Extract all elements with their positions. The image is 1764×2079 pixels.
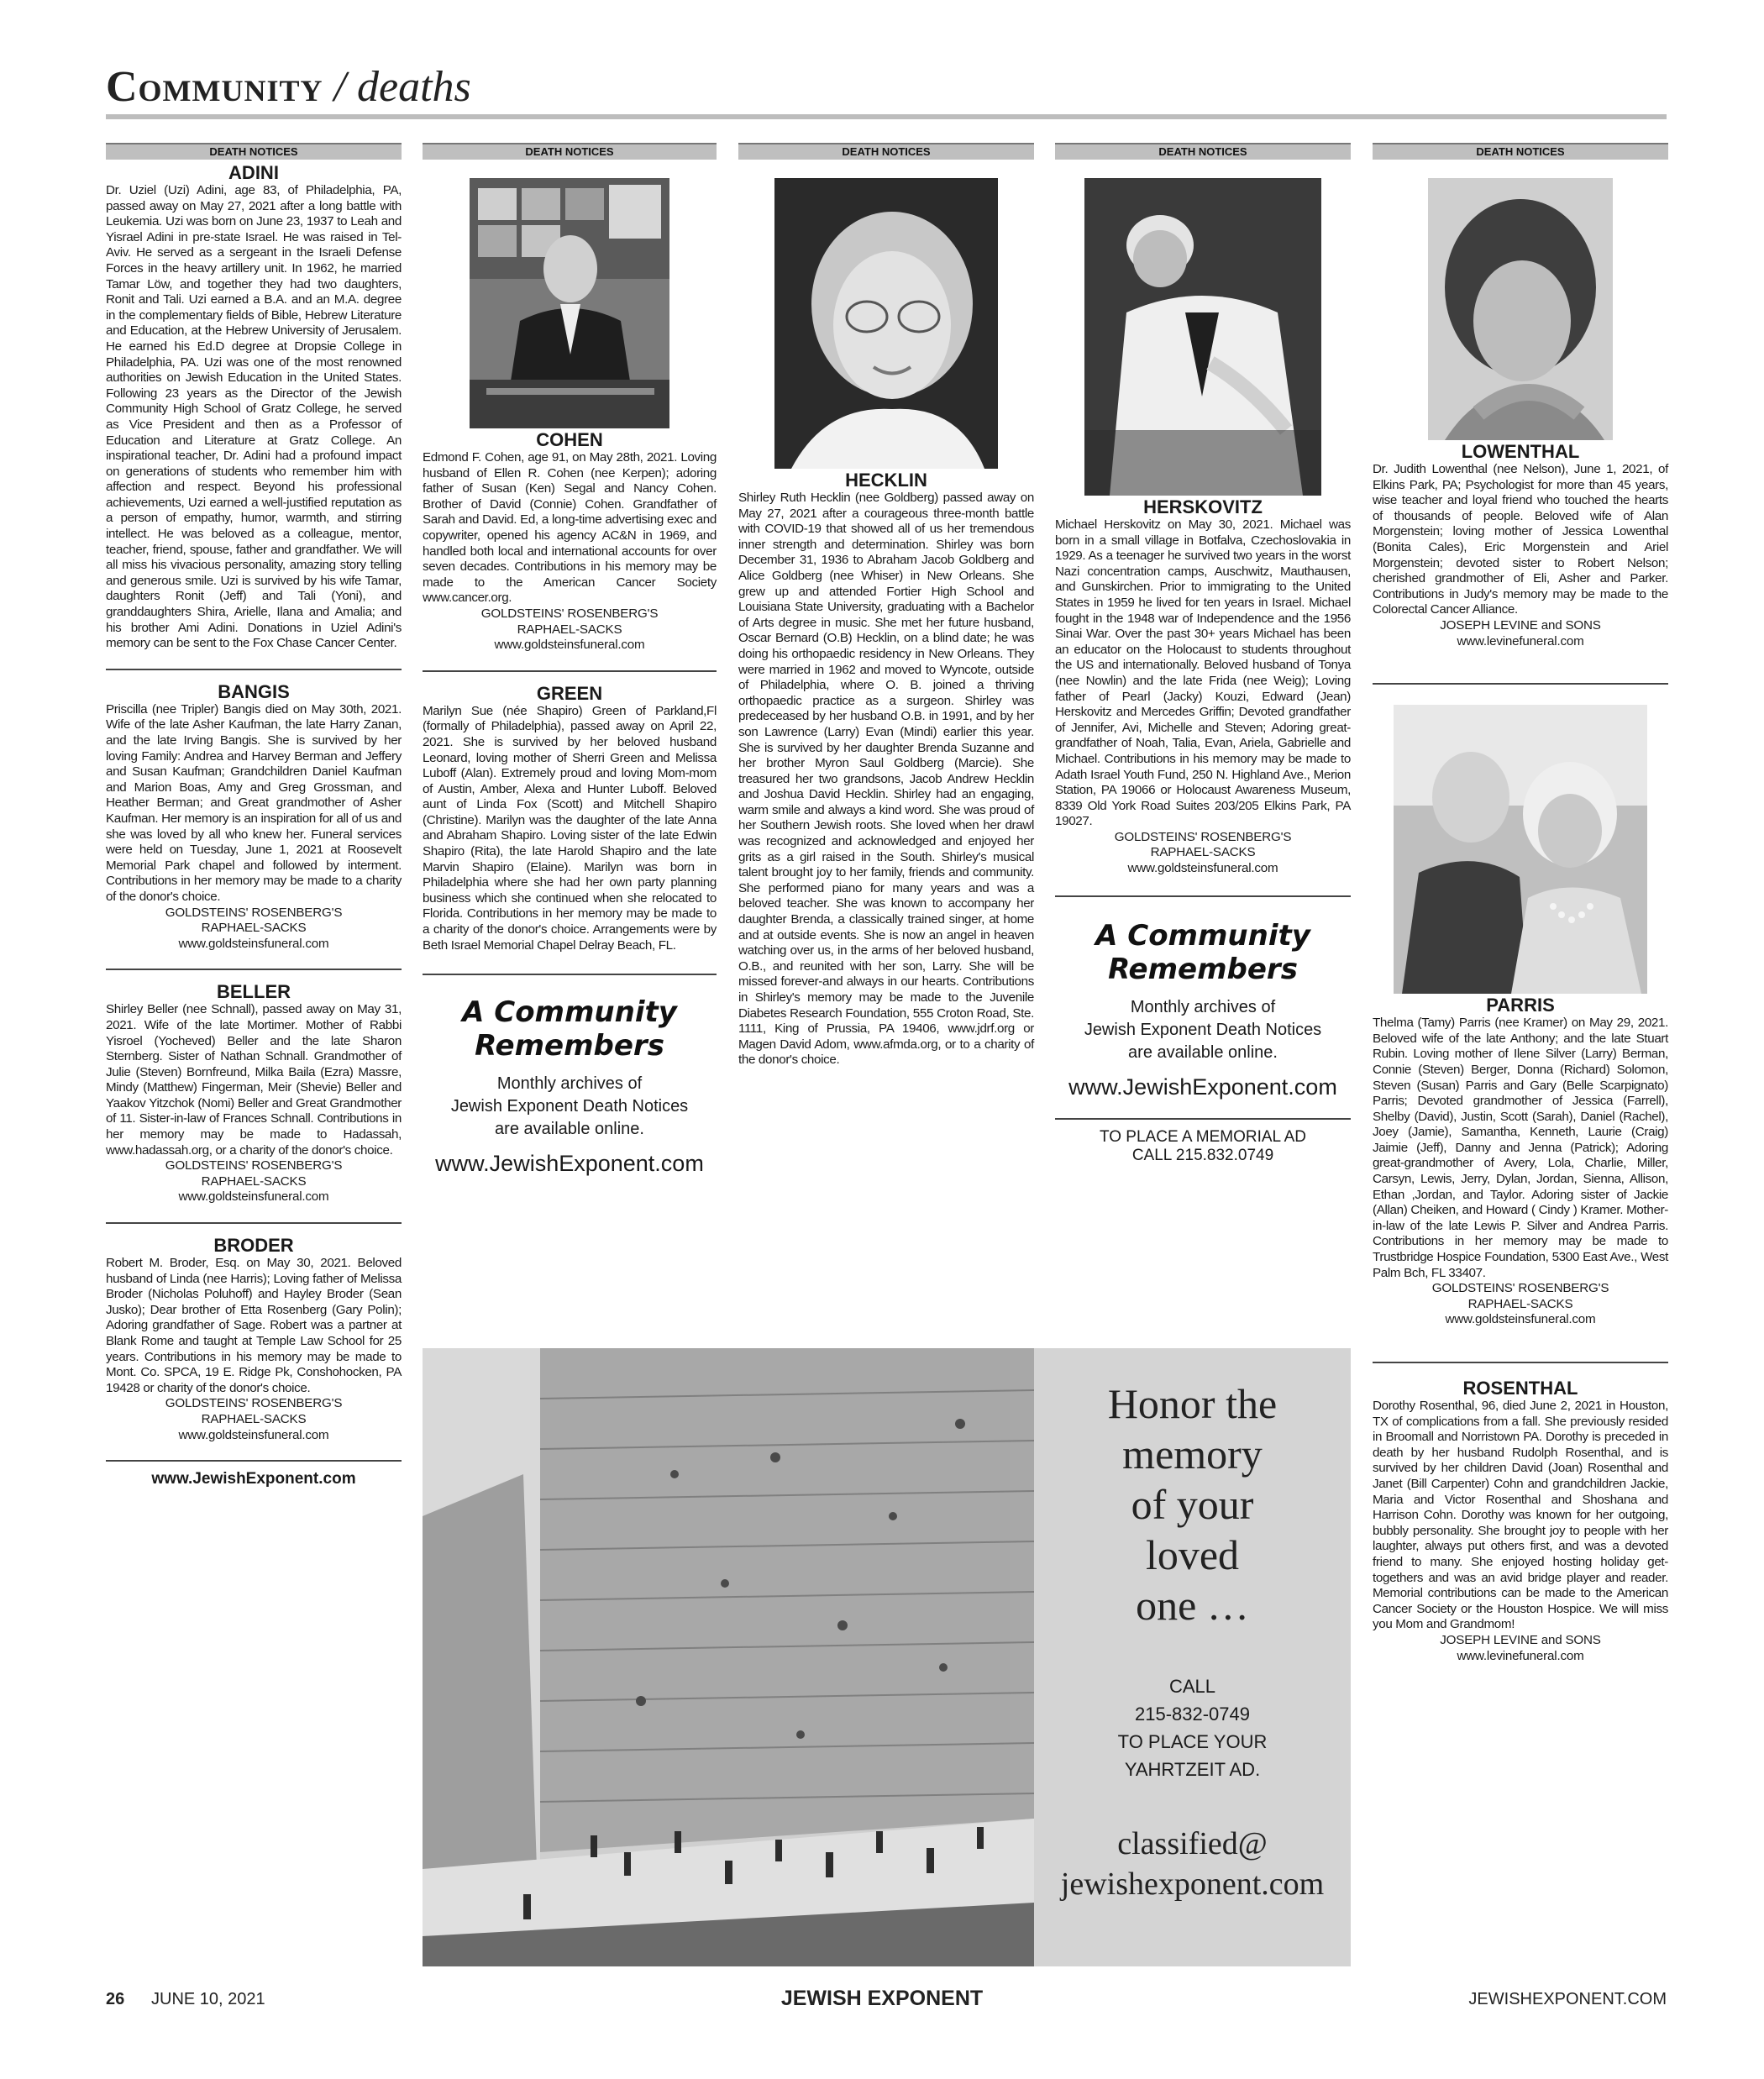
photo-hecklin bbox=[774, 178, 998, 469]
funeral-home-url[interactable]: www.levinefuneral.com bbox=[1457, 1648, 1584, 1663]
ad-text: Monthly archives of bbox=[1130, 997, 1276, 1016]
honor-call: YAHRTZEIT AD. bbox=[1124, 1759, 1261, 1780]
honor-headline: one … bbox=[1136, 1582, 1249, 1629]
notice-body-herskovitz: Michael Herskovitz on May 30, 2021. Michael was born in a small village in Botfalva, Czechoslovakia in 1929. As a teenager he survived two years in the worst Nazi concentration camps, Auschwitz, Mauthausen, and Gunskirchen. Prior to immigrating to the United States in 1959 he lived for ten years in Israel. Michael fought in the 1948 war of Independence and the 1956 Sinai War. Over the past 30+ years Michael has been an educator on the Holocaust to students throughout the US and internationally. Beloved husband of Tonya (nee Nowlin) and the late Frida (nee Weig); Loving father of Pearl (Jacky) Kouzi, Edward (Jean) Herskovitz and Mercedes Griffin; Devoted grandfather of Jennifer, Avi, Michelle and Steven; Adoring great-grandfather of Noah, Talia, Evan, Ariela, Gabrielle and Michael. Contributions in his memory may be made to Adath Israel Youth Fund, 250 N. Highland Ave., Merion Station, PA 19066 or Holocaust Awareness Museum, 8339 Old York Road Suites 203/205 Elkins Park, PA 19027. bbox=[1055, 517, 1351, 829]
site-link[interactable]: www.JewishExponent.com bbox=[151, 1470, 356, 1488]
funeral-home-url[interactable]: www.levinefuneral.com bbox=[1457, 633, 1584, 648]
notice-body-adini: Dr. Uziel (Uzi) Adini, age 83, of Philadelphia, PA, passed away on May 27, 2021 after a long battle with Leukemia. Uzi was born on June 23, 1937 to Leah and Yisrael Adini in pre-state Israel. He was raised in Tel-Aviv. He served as a sergeant in the Israeli Defense Forces in the heavy artillery unit. In 1962, he married Tamar Löw, and together they had two daughters, Ronit and Tali. Uzi earned a B.A. and an M.A. degree in the complementary fields of Bible, Hebrew Literature and Education, at the Hebrew University of Jerusalem. He earned his Ed.D degree at Dropsie College in Philadelphia, PA. Uzi was one of the most renowned authorities on Jewish Education in the United States. Following 23 years as the Director of the Jewish Community High School of Gratz College, he served as Vice President and then as a Professor of Education and Literature at Gratz College. An inspirational teacher, Dr. Adini had a profound impact on generations of students who remember him with affection and respect. Beyond his professional achievements, Uzi earned a well-justified reputation as a person of empathy, humor, warmth, and stirring intellect. He was beloved as a colleague, mentor, teacher, friend, spouse, father and grandfather. We will all miss his vivacious personality, amazing story telling and generous smile. Uzi is survived by his wife Tamar, daughters Ronit (Jeff) and Tali (Yoni), and granddaughters Shira, Arielle, Ilana and Amalia; and his brother Ami Adini. Donations in Uziel Adini's memory can be sent to the Fox Chase Cancer Center. bbox=[106, 183, 402, 651]
section-slash: / bbox=[323, 63, 357, 111]
photo-herskovitz bbox=[1084, 178, 1321, 496]
notice-name-rosenthal: ROSENTHAL bbox=[1462, 1378, 1578, 1399]
funeral-home-url[interactable]: www.goldsteinsfuneral.com bbox=[1445, 1312, 1596, 1327]
funeral-home: GOLDSTEINS' ROSENBERG'S bbox=[165, 1396, 343, 1411]
photo-cohen-icon bbox=[470, 178, 669, 428]
notice-name-hecklin: HECKLIN bbox=[845, 470, 927, 491]
notice-name-lowenthal: LOWENTHAL bbox=[1461, 441, 1580, 462]
section-header bbox=[106, 62, 471, 112]
notice-name-green: GREEN bbox=[536, 682, 603, 704]
community-remembers-ad bbox=[1055, 919, 1351, 1101]
funeral-home: GOLDSTEINS' ROSENBERG'S bbox=[165, 905, 343, 920]
divider bbox=[106, 969, 402, 970]
divider bbox=[106, 1460, 402, 1462]
photo-western-wall-icon bbox=[423, 1348, 1034, 1966]
honor-headline: loved bbox=[1145, 1531, 1240, 1578]
death-notices-bar: DEATH NOTICES bbox=[1373, 143, 1668, 160]
funeral-home: RAPHAEL-SACKS bbox=[1150, 845, 1256, 860]
top-rule bbox=[106, 114, 1667, 119]
funeral-home: GOLDSTEINS' ROSENBERG'S bbox=[480, 606, 659, 621]
page-number: 26 bbox=[106, 1990, 125, 2008]
honor-memory-ad bbox=[1034, 1348, 1351, 1966]
notice-body-lowenthal: Dr. Judith Lowenthal (nee Nelson), June 1, 2021, of Elkins Park, PA; Psychologist for more than 45 years, wise teacher and loyal friend who touched the hearts of thousands of people. Beloved wife of Alan Morgenstein; loving mother of Jessica Lowenthal (Bonita Cales), Eric Morgenstein and Ariel Morgenstein; devoted sister to Robert Nelson; cherished grandmother of Eli, Asher and Parker. Contributions in Judy's memory may be made to the Colorectal Cancer Alliance. bbox=[1373, 462, 1668, 617]
memorial-ad-phone[interactable]: CALL 215.832.0749 bbox=[1131, 1146, 1274, 1164]
column-3 bbox=[738, 143, 1034, 1068]
column-1 bbox=[106, 143, 402, 1488]
photo-western-wall bbox=[423, 1348, 1034, 1966]
funeral-home: GOLDSTEINS' ROSENBERG'S bbox=[165, 1158, 343, 1173]
ad-title: Remembers bbox=[1108, 952, 1298, 986]
ad-title: A Community bbox=[462, 995, 677, 1030]
community-remembers-ad bbox=[423, 995, 717, 1178]
ad-url[interactable]: www.JewishExponent.com bbox=[435, 1151, 704, 1177]
funeral-home-url[interactable]: www.goldsteinsfuneral.com bbox=[178, 936, 329, 951]
photo-lowenthal bbox=[1428, 178, 1613, 440]
memorial-ad-line: TO PLACE A MEMORIAL AD bbox=[1099, 1127, 1307, 1146]
honor-email[interactable]: jewishexponent.com bbox=[1060, 1866, 1325, 1902]
funeral-home: GOLDSTEINS' ROSENBERG'S bbox=[1431, 1281, 1609, 1296]
notice-name-parris: PARRIS bbox=[1486, 995, 1555, 1016]
footer-site[interactable]: JEWISHEXPONENT.COM bbox=[1468, 1990, 1667, 2008]
notice-name-bangis: BANGIS bbox=[218, 680, 290, 702]
notice-body-bangis: Priscilla (nee Tripler) Bangis died on May 30th, 2021. Wife of the late Asher Kaufman, the late Harry Zanan, and the late Irving Bangis. She is survived by her loving Family: Andrea and Harvey Berman and Jeffery and Susan Kaufman; Grandchildren Daniel Kaufman and Marion Boas, Amy and Greg Grossman, and Heather Berman; and Great grandmother of Asher Kaufman. Her memory is an inspiration for all of us and she was loved by all who knew her. Funeral services were held on Tuesday, June 1, 2021 at Roosevelt Memorial Park chapel and followed by interment. Contributions in her memory may be made to a charity of the donor's choice. bbox=[106, 701, 402, 904]
funeral-home-url[interactable]: www.goldsteinsfuneral.com bbox=[1127, 861, 1278, 876]
death-notices-bar: DEATH NOTICES bbox=[1055, 143, 1351, 160]
honor-headline: Honor the bbox=[1107, 1380, 1278, 1427]
notice-name-broder: BRODER bbox=[213, 1235, 294, 1257]
photo-cohen bbox=[470, 178, 669, 428]
divider bbox=[1055, 1118, 1351, 1120]
divider bbox=[1373, 683, 1668, 685]
notice-name-adini: ADINI bbox=[228, 162, 279, 183]
ad-text: Jewish Exponent Death Notices bbox=[450, 1097, 689, 1116]
funeral-home: GOLDSTEINS' ROSENBERG'S bbox=[1114, 829, 1292, 844]
ad-text: Monthly archives of bbox=[496, 1074, 643, 1094]
funeral-home-url[interactable]: www.goldsteinsfuneral.com bbox=[494, 638, 645, 653]
death-notices-bar: DEATH NOTICES bbox=[738, 143, 1034, 160]
photo-hecklin-icon bbox=[774, 178, 998, 469]
divider bbox=[106, 669, 402, 670]
notice-body-broder: Robert M. Broder, Esq. on May 30, 2021. Beloved husband of Linda (nee Harris); Loving father of Melissa Broder (Nicholas Poluhoff) and Hayley Broder (Sean Jusko); Dear brother of Etta Rosenberg (Gary Polin); Adoring grandfather of Sage. Robert was a partner at Blank Rome and taught at Temple Law School for 25 years. Contributions in his memory may be made to Mont. Co. SPCA, 19 E. Ridge Pk, Conshohocken, PA 19428 or charity of the donor's choice. bbox=[106, 1256, 402, 1395]
ad-url[interactable]: www.JewishExponent.com bbox=[1068, 1074, 1337, 1100]
honor-email[interactable]: classified@ bbox=[1117, 1826, 1268, 1861]
honor-headline: memory bbox=[1122, 1431, 1263, 1478]
death-notices-bar: DEATH NOTICES bbox=[106, 143, 402, 160]
divider bbox=[1055, 895, 1351, 897]
honor-call: CALL bbox=[1168, 1676, 1216, 1697]
notice-name-herskovitz: HERSKOVITZ bbox=[1143, 496, 1263, 517]
divider bbox=[423, 974, 717, 975]
section-subtitle: deaths bbox=[356, 63, 471, 111]
funeral-home: RAPHAEL-SACKS bbox=[201, 921, 307, 936]
column-5 bbox=[1373, 143, 1668, 1664]
notice-body-cohen: Edmond F. Cohen, age 91, on May 28th, 2021. Loving husband of Ellen R. Cohen (nee Kerpen); adoring father of Susan (Ken) Segal and Nancy Cohen. Brother of David (Connie) Cohen. Grandfather of Sarah and David. Ed, a long-time advertising exec and copywriter, opened his agency AC&N in 1969, and handled both local and international accounts for over seven decades. Contributions in his memory may be made to the American Cancer Society www.cancer.org. bbox=[423, 450, 717, 606]
funeral-home: JOSEPH LEVINE and SONS bbox=[1440, 1632, 1601, 1647]
funeral-home: JOSEPH LEVINE and SONS bbox=[1440, 617, 1601, 633]
divider bbox=[423, 670, 717, 672]
funeral-home-url[interactable]: www.goldsteinsfuneral.com bbox=[178, 1189, 329, 1205]
funeral-home: RAPHAEL-SACKS bbox=[1467, 1296, 1573, 1311]
honor-headline: of your bbox=[1131, 1481, 1254, 1528]
notice-body-parris: Thelma (Tamy) Parris (nee Kramer) on May 29, 2021. Beloved wife of the late Anthony; and the late Stuart Rubin. Loving mother of Ilene Silver (Larry) Berman, Connie (Steven) Berger, Donna (Richard) Solomon, Steven (Susan) Parris and Gary (Belle Scarpignato) Parris; Devoted grandmother of Jessica (Farrell), Shelby (David), Justin, Scott (Sarah), Daniel (Rachel), Joey (Jamie), Samantha, Kenneth, Laurie (Craig) Jaimie (Jeff), Danny and Jenna (Patrick); Adoring great-grandmother of Avery, Lola, Charlie, Miller, Carsyn, Lewis, Jerry, Dylan, Jordan, Sienna, Allison, Ethan ,Jordan, and Taylor. Adoring sister of Jackie (Allan) Cheiken, and Howard ( Cindy ) Kramer. Mother-in-law of the late Lewis P. Silver and Andrea Parris. Contributions in her memory may be made to Trustbridge Hospice Foundation, 5300 East Ave., West Palm Bch, FL 33407. bbox=[1373, 1016, 1668, 1280]
funeral-home: RAPHAEL-SACKS bbox=[201, 1411, 307, 1426]
publication-name: JEWISH EXPONENT bbox=[780, 1987, 984, 2010]
column-4 bbox=[1055, 143, 1351, 1165]
ad-text: are available online. bbox=[1128, 1042, 1278, 1062]
funeral-home: RAPHAEL-SACKS bbox=[201, 1173, 307, 1189]
funeral-home-url[interactable]: www.goldsteinsfuneral.com bbox=[178, 1427, 329, 1442]
column-2 bbox=[423, 143, 717, 1178]
notice-body-beller: Shirley Beller (nee Schnall), passed away on May 31, 2021. Wife of the late Mortimer. Mother of Rabbi Yisroel (Yocheved) Beller and the late Sharon Sternberg. Sister of Nathan Schnall. Grandmother of Julie (Steven) Bornfreund, Milka Baila (Ezra) Massre, Mindy (Matthew) Fingerman, Meir (Shevie) Beller and Yaakov Yitzchok (Nomi) Beller and Great Grandmother of 11. Sister-in-law of Frances Schnall. Contributions in her memory may be made to Hadassah, www.hadassah.org, or a charity of the donor's choice. bbox=[106, 1002, 402, 1158]
honor-phone[interactable]: 215-832-0749 bbox=[1134, 1704, 1250, 1725]
photo-parris-icon bbox=[1394, 705, 1647, 994]
notice-name-beller: BELLER bbox=[217, 981, 291, 1003]
honor-call: TO PLACE YOUR bbox=[1117, 1731, 1268, 1752]
notice-body-green: Marilyn Sue (née Shapiro) Green of Parkland,Fl (formally of Philadelphia), passed away on April 22, 2021. She is survived by her beloved husband Leonard, loving mother of Sherri Green and Melissa Luboff (Alan). Extremely proud and loving Mom-mom of Austin, Amber, Alexa and Hunter Luboff. Beloved aunt of Linda Fox (Scott) and Mitchell Shapiro (Christine). Marilyn was the daughter of the late Anna and Abraham Shapiro. Loving sister of the late Edwin Shapiro (Rita), the late Harold Shapiro and the late Marvin Shapiro (Elaine). Marilyn was born in Philadelphia where she had her own party planning business which she continued when she relocated to Florida. Contributions in her memory may be made to a charity of the donor's choice. Arrangements were by Beth Israel Memorial Chapel Delray Beach, FL. bbox=[423, 703, 717, 953]
issue-date: JUNE 10, 2021 bbox=[151, 1990, 265, 2008]
ad-text: Jewish Exponent Death Notices bbox=[1084, 1020, 1322, 1039]
divider bbox=[1373, 1362, 1668, 1363]
photo-herskovitz-icon bbox=[1084, 178, 1321, 496]
photo-parris bbox=[1394, 705, 1647, 994]
ad-title: A Community bbox=[1095, 918, 1310, 953]
divider bbox=[106, 1222, 402, 1224]
ad-text: are available online. bbox=[495, 1120, 644, 1139]
funeral-home: RAPHAEL-SACKS bbox=[517, 622, 622, 637]
photo-lowenthal-icon bbox=[1428, 178, 1613, 440]
section-title: Community bbox=[106, 63, 323, 111]
notice-body-hecklin: Shirley Ruth Hecklin (nee Goldberg) passed away on May 27, 2021 after a courageous three-month battle with COVID-19 that showed all of us her tremendous inner strength and determination. Shirley was born December 31, 1936 to Abraham Jacob Goldberg and Alice Goldberg (nee Whiser) in New Orleans. She grew up and attended Fortier High School and Louisiana State University, graduating with a Bachelor of Arts degree in music. She met her future husband, Oscar Bernard (O.B) Hecklin, on a blind date; he was doing his orthopaedic residency in New Orleans. They were married in 1962 and moved to Wyncote, outside of Philadelphia, where O. B. joined a thriving orthopaedic practice as a surgeon. Shirley was predeceased by her husband O.B. in 1991, and by her son Lawrence (Larry) Evan (Mindi) earlier this year. She is survived by her daughter Brenda Suzanne and her brother Myron Saul Goldberg (Marcie). She treasured her two grandsons, Jacob Andrew Hecklin and Joshua David Hecklin. Shirley had an engaging, warm smile and always a kind word. She was proud of her Southern Jewish roots. She loved when her drawl was recognized and acknowledged and enjoyed her grits as a girl raised in the South. Shirley's musical talent brought joy to her family, friends and community. She performed piano for many years and was a beloved teacher. She was known to accompany her daughter Brenda, a classically trained singer, at home and at outside events. She is now an angel in heaven watching over us, in the arms of her beloved husband, O.B., and reunited with her son, Larry. She will be missed forever-and always in our hearts. Contributions in Shirley's memory may be made to the Juvenile Diabetes Research Foundation, 555 Croton Road, Ste. 1111, King of Prussia, PA 19406, www.jdrf.org or Magen David Adom, www.afmda.org, or to a charity of the donor's choice. bbox=[738, 491, 1034, 1068]
ad-title: Remembers bbox=[475, 1029, 664, 1063]
notice-name-cohen: COHEN bbox=[536, 429, 603, 450]
notice-body-rosenthal: Dorothy Rosenthal, 96, died June 2, 2021 in Houston, TX of complications from a fall. She previously resided in Broomall and Norristown PA. Dorothy is preceded in death by her husband Rudolph Rosenthal, and is survived by her children David (Joan) Rosenthal and Janet (Bill Carpenter) Cohn and grandchildren Jackie, Maria and Victor Rosenthal and Shoshana and Harrison Cohn. Dorothy was known for her outgoing, bubbly personality. She brought joy to people with her laughter, always put others first, and was a devoted friend to many. She enjoyed hosting holiday get-togethers and was an avid bridge player and reader. Memorial contributions can be made to the American Cancer Society or the Houston Hospice. We will miss you Mom and Grandmom! bbox=[1373, 1399, 1668, 1632]
death-notices-bar: DEATH NOTICES bbox=[423, 143, 717, 160]
